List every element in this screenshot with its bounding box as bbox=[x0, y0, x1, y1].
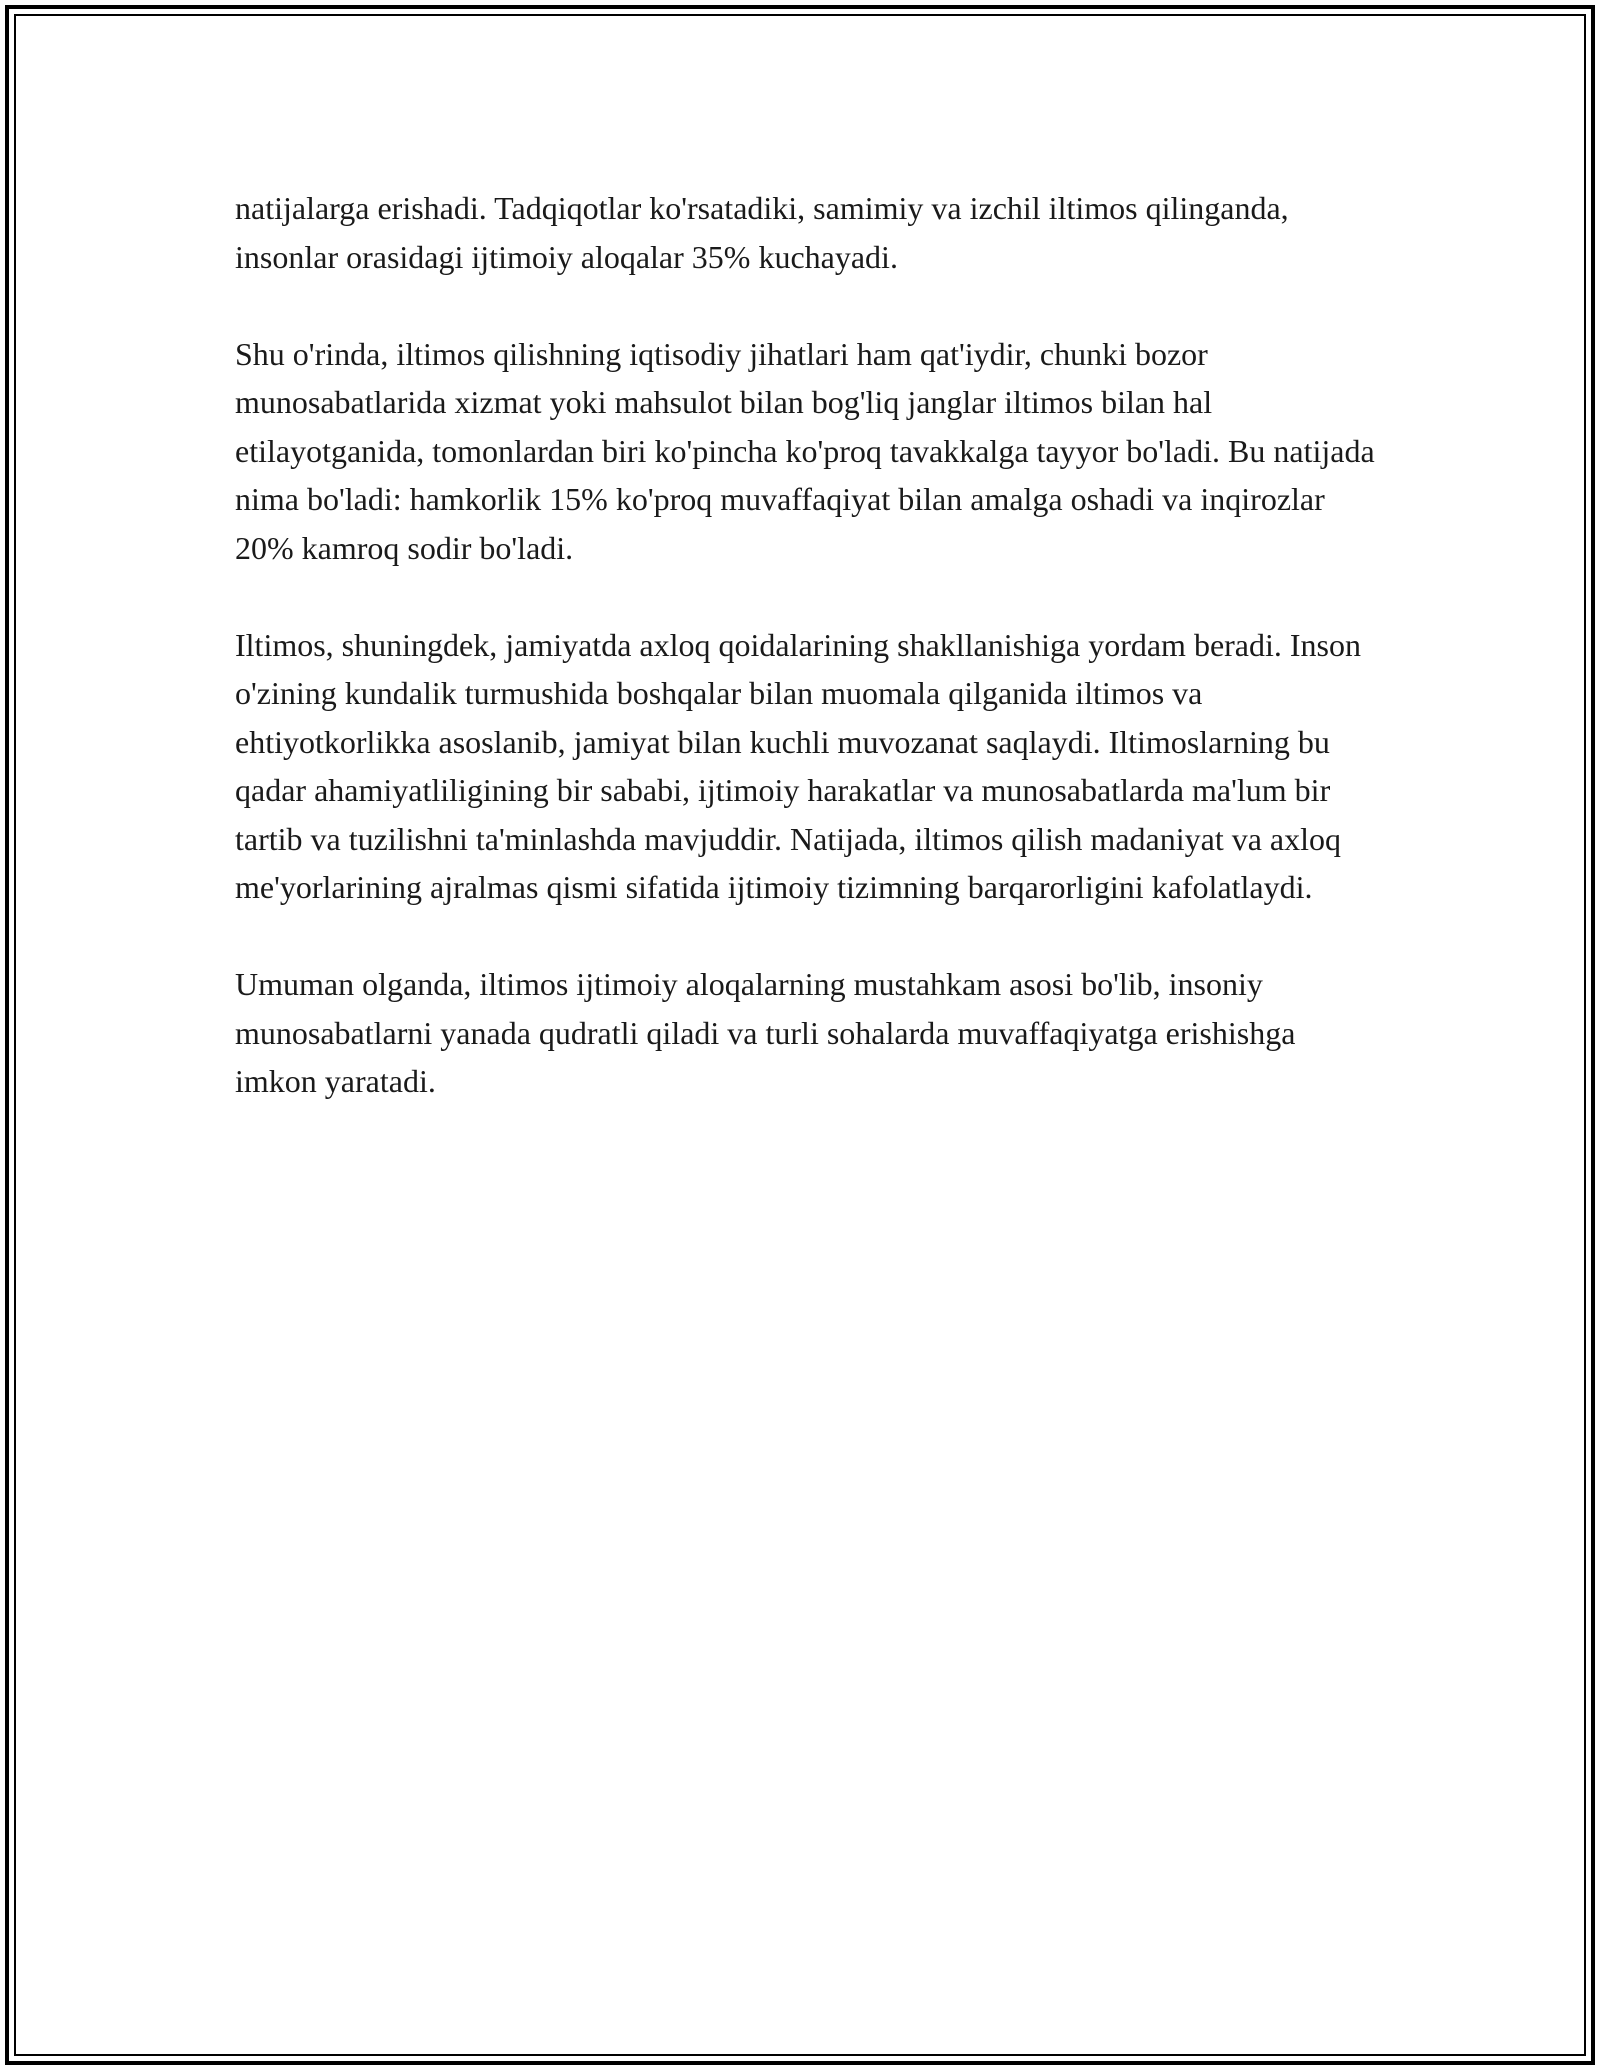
paragraph-4: Umuman olganda, iltimos ijtimoiy aloqalarning mustahkam asosi bo'lib, insoniy munosabatlarni yanada qudratli qiladi va turli sohalarda muvaffaqiyatga erishishga imkon yaratadi. bbox=[235, 966, 1296, 1099]
paragraph-1: natijalarga erishadi. Tadqiqotlar ko'rsatadiki, samimiy va izchil iltimos qilinganda, insonlar orasidagi ijtimoiy aloqalar 35% kuchayadi. bbox=[235, 190, 1289, 275]
paragraph-3: Iltimos, shuningdek, jamiyatda axloq qoidalarining shakllanishiga yordam beradi. Inson o'zining kundalik turmushida boshqalar bilan muomala qilganida iltimos va ehtiyotkorlikka asoslanib, jamiyat bilan kuchli muvozanat saqlaydi. Iltimoslarning bu qadar ahamiyatliligining bir sababi, ijtimoiy harakatlar va munosabatlarda ma'lum bir tartib va tuzilishni ta'minlashda mavjuddir. Natijada, iltimos qilish madaniyat va axloq me'yorlarining ajralmas qismi sifatida ijtimoiy tizimning barqarorligini kafolatlaydi. bbox=[235, 626, 1361, 905]
document-body bbox=[235, 184, 1375, 1106]
paragraph-2: Shu o'rinda, iltimos qilishning iqtisodiy jihatlari ham qat'iydir, chunki bozor munosabatlarida xizmat yoki mahsulot bilan bog'liq janglar iltimos bilan hal etilayotganida, tomonlardan biri ko'pincha ko'proq tavakkalga tayyor bo'ladi. Bu natijada nima bo'ladi: hamkorlik 15% ko'proq muvaffaqiyat bilan amalga oshadi va inqirozlar 20% kamroq sodir bo'ladi. bbox=[235, 335, 1375, 566]
